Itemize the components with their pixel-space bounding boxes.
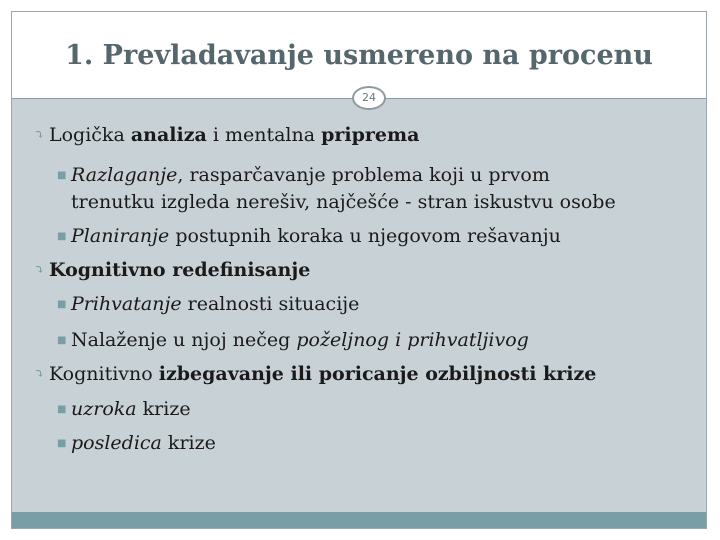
bullet-kognitivno-redefinisanje <box>34 259 310 282</box>
bullet-text-italic: poželjnog i prihvatljivog <box>296 329 529 351</box>
bullet-text-bold: priprema <box>321 124 420 146</box>
sub-bullet-uzroka <box>57 398 191 421</box>
bullet-text-bold: analiza <box>130 124 207 146</box>
bullet-text: , rasparčavanje problema koji u prvom <box>177 164 550 186</box>
bullet-text-italic: uzroka <box>71 398 137 420</box>
page-number-badge: 24 <box>352 86 386 110</box>
sub-bullet-posledica <box>57 432 216 455</box>
bullet-logicka-analiza <box>34 124 419 147</box>
bullet-text-bold: izbegavanje ili poricanje ozbiljnosti krize <box>158 363 597 385</box>
footer-bar <box>12 512 706 528</box>
bullet-text: Nalaženje u njoj nečeg <box>71 329 297 351</box>
bullet-text-italic: Razlaganje <box>71 164 178 186</box>
curved-arrow-icon: ⤵ <box>34 367 45 382</box>
bullet-text: i mentalna <box>206 124 322 146</box>
bullet-text: Kognitivno <box>49 363 159 385</box>
sub-bullet-razlaganje <box>57 164 550 187</box>
square-bullet-icon: ■ <box>57 299 67 310</box>
square-bullet-icon: ■ <box>57 438 67 449</box>
sub-bullet-planiranje <box>57 225 561 248</box>
square-bullet-icon: ■ <box>57 404 67 415</box>
curved-arrow-icon: ⤵ <box>34 263 45 278</box>
bullet-text: trenutku izgleda nerešiv, najčešće - stran iskustvu osobe <box>71 191 616 213</box>
square-bullet-icon: ■ <box>57 231 67 242</box>
bullet-text-italic: Planiranje <box>71 225 170 247</box>
bullet-text: krize <box>161 432 216 454</box>
sub-bullet-prihvatanje <box>57 293 359 316</box>
bullet-text-italic: posledica <box>71 432 162 454</box>
bullet-text: Logička <box>49 124 131 146</box>
bullet-text-italic: Prihvatanje <box>71 293 182 315</box>
bullet-kognitivno-izbegavanje <box>34 363 596 386</box>
square-bullet-icon: ■ <box>57 335 67 346</box>
bullet-text: realnosti situacije <box>181 293 360 315</box>
bullet-text: krize <box>136 398 191 420</box>
square-bullet-icon: ■ <box>57 170 67 181</box>
sub-bullet-nalazenje <box>57 329 529 352</box>
curved-arrow-icon: ⤵ <box>34 128 45 143</box>
title-area <box>12 12 706 98</box>
bullet-text: postupnih koraka u njegovom rešavanju <box>169 225 561 247</box>
slide-title: 1. Prevladavanje usmereno na procenu <box>65 40 653 71</box>
sub-bullet-razlaganje-continued <box>60 191 616 213</box>
bullet-text-bold: Kognitivno redefinisanje <box>49 259 311 281</box>
